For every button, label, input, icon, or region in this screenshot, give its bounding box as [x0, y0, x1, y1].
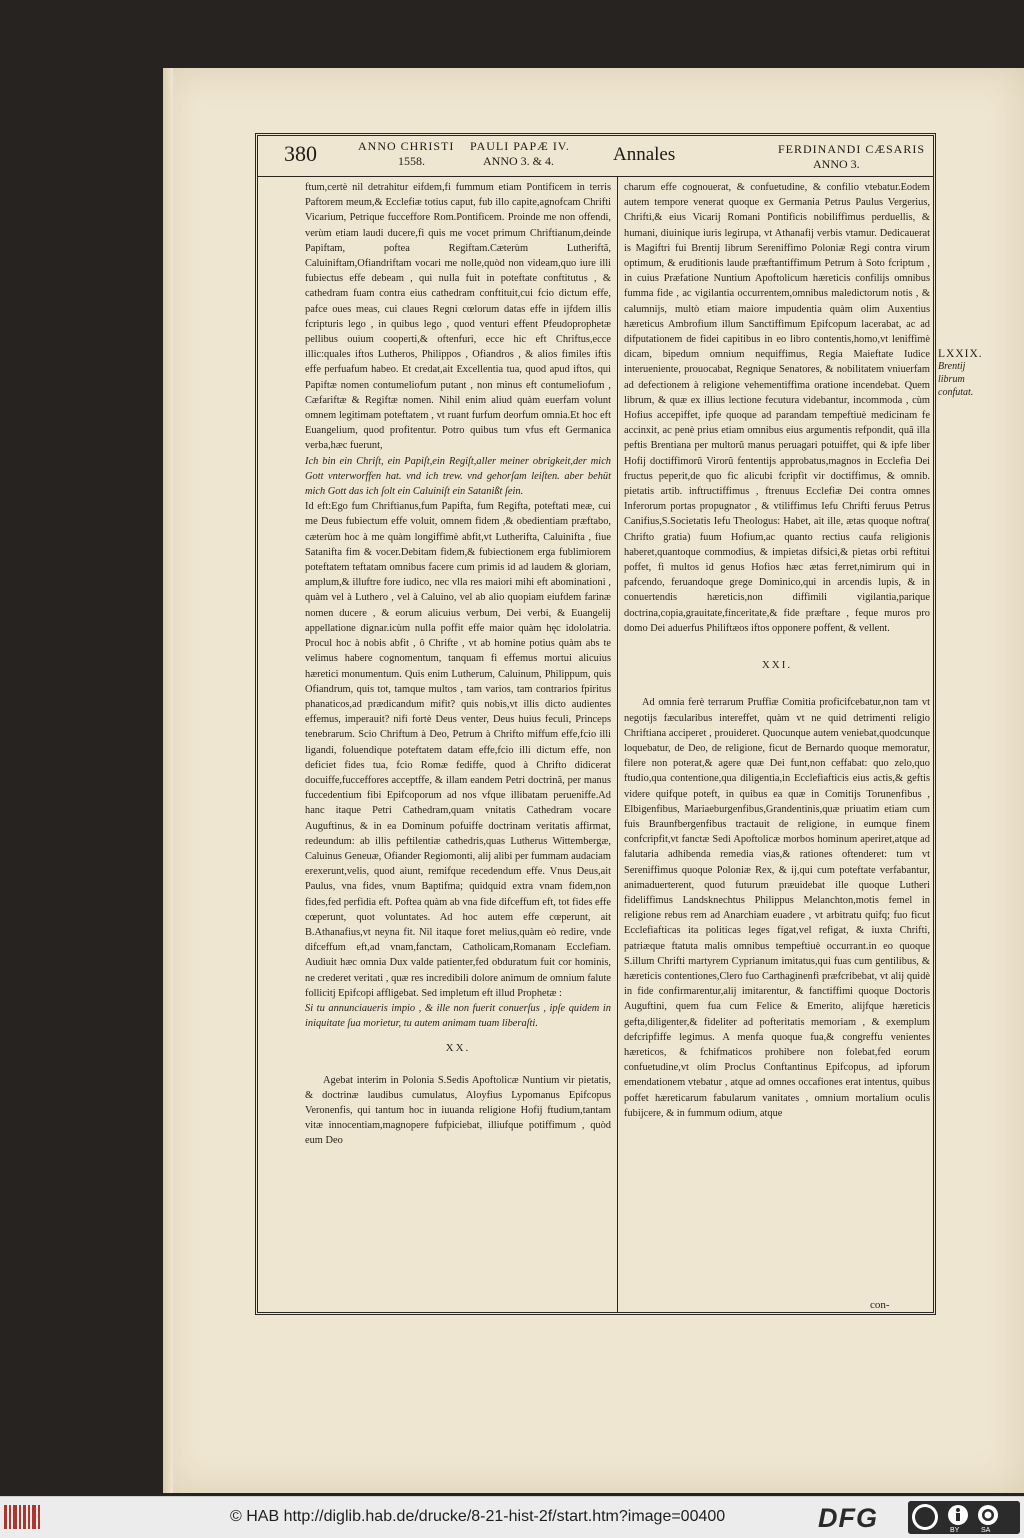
- margin-note-text: Brentij librum confutat.: [938, 361, 974, 398]
- right-paragraph-1: charum effe cognouerat, & confuetudine, & confilio vtebatur.Eodem autem tempore venerat quoque ex Germania Petrus Paulus Vergerius, Chrifti,& eius Vicarij Romani Pontificis nobiliffimus perduellis, & humani, diuinique iuris legirupa, vt Athanafij verbis vtamur. Dedicauerat is Magiftri fui Brentij librum Sereniffimo Poloniæ Regi contra virum optimum, & eruditionis laude præftantiffimum Petrum à Soto fcriptum , in cuius Præfatione Nuntium Apoftolicum hæreticis confilijs omnibus fumma fide , ac vigilantia occurrentem,omnibus maledictorum notis , & calumnijs, multò etiam maiore impudentia quàm olim Auxentius hæreticus Ambrofium illum Sanctiffimum Epifcopum lacerabat, ac ad difputationem de fidei capitibus in eo libro contentis,homo,vt leniffimè dicam, bipedum omnium nequiffimus, Regia Maieftate Iudice interueniente, prouocabat, Regnique Senatores, & nobilitatem vniuerfam ad defectionem à religione vehementiffima oratione incendebat. Quem librum, & quæ ex illius lectione fecutura videbantur, incommoda , cùm Hofius accepiffet, ipfe quoque ad parandam tempeftiuè medicinam fe accinxit, ac penè prius etiam omnibus eius argumentis refpondit, quã illa peftis Brentiana per multorũ manus peruagari potuiffet, qui & ipfe liber Hofij doctiffimorũ Virorũ fententijs approbatus,magnos in Ecclefia Dei fructus peperit,de quo fic alicubi fcripfit vir doctiffimus, & omnib. pietatis artib. inftructiffimus , ftrenuus Ecclefiæ Dei contra omnes Inferorum portas propugnator , & vtiliffimus Iefu Chrifti feruus Petrus Canifius,S.Societatis Iefu Theologus: Habet, ait ille, ætas quoque noftra( Chrifto gratia) fuum Hofium,ac quanto rectius caufa religionis haberet,quantoque commodius, & impietas difsici,& pietas orbi reftitui poffet, fi multos id genus Hofios hæc ætas ferret,nimirum qui in pafcendo, feruandoque grege Dominico,qui in arcendis lupis, & in conuertendis hæreticis,non diffimili vigilantia,parique doctrina,copia,grauitate,fínceritate,& fide præftare , feque muros pro domo Dei aduerfus Philiftæos iftos opponere poffent, & vellent.: [624, 182, 930, 634]
- viewer-footer: [0, 1496, 1024, 1538]
- header-title: Annales: [613, 144, 676, 165]
- header-ferdinandi-anno: ANNO 3.: [813, 157, 860, 171]
- page-number: 380: [284, 141, 317, 166]
- left-paragraph-1: ftum,certè nil detrahitur eifdem,fi fummum etiam Pontificem in terris Paftorem meum,& Ecclefiæ totius caput, fub illo capite,agnofcam Chrifti Vicarium, Petrique fucceffore Rom.Pontificem. Proinde me non offendi, verùm etiam laudi ducere,fi quis me vocet primum Chriftianum,deinde Papiftam, poftea Regiftam.Cæterùm Lutheriftã, Caluiniftam,Ofiandriftam vocari me nolle,quòd non videam,quo iure illi fubiectus effe debeam , qui nulla fuit in poteftate conftitutus , & cathedram fuam contra eius cathedram conftituit,cui fcio dictum effe, pafce oues meas, cui claues Regni cœlorum datas effe in ijfdem illis fcripturis lego , in quibus lego , quod venturi effent Pfeudoprophetæ pellibus ouium cooperti,& oftenfuri, ecce hic eft Chriftus,ecce illic:quales iftos Lutheros, Philippos , Ofiandros , & alios fimiles iftis effe perfuafum habeo. Et credat,ait Excellentia tua, quod apud iftos, qui Papiftæ nomen contumeliofum putant , non minus eft contumeliofum , Cæfariftæ & Regiftæ nomen. Nihil enim aliud quàm euerfam volunt omnem legitimam poteftatem , vt ruant furfum deorfum omnia.Et hoc eft Euangelium, quod profitentur. Potro quibus tum vfus eft Germanica verba,hæc fuerunt,: [305, 182, 611, 452]
- facing-page-edge: [988, 348, 1024, 408]
- right-column: [624, 180, 930, 1121]
- copyright-link[interactable]: © HAB http://diglib.hab.de/drucke/8-21-hist-2f/start.htm?image=00400: [230, 1508, 726, 1525]
- left-paragraph-2: Id eft:Ego fum Chriftianus,fum Papifta, fum Regifta, poteftati meæ, cui me Deus fubiectum effe voluit, omnem fidem ,& obedientiam præftabo, cæterùm hoc à me quàm longiffimè abfit,vt Lutherifta, Caluinifta , fiue Satanifta fim & vocer.Debitam fidem,& fubiectionem erga fublimiorem poteftatem teftatam omnibus facere cum primis id ad laudem & gloriam, amplum,& illuftre fore iudico, nec vlla res maiori mihi eft abominationi , quàm vel à Luthero , vel à Caluino, vel ab alio quopiam eiufdem farinæ nomen ducere , & eorum alicuius verbum, Dei verbi, & Euangelij appellatione dignar.icùm nulla poffit effe maior quàm hęc idololatria. Procul hoc à nobis abfit , ô Chrifte , vt ab homine potius quàm abs te velimus habere cognomentum, tanquam fi effemus mortui alicuius hæretici monumentum. Quis enim Lutherum, Caluinum, Philippum, quis Ofiandrum, quis tot, tamque multos , tam varios, tam contrarios fpiritus phanaticos,ad prædicandum mifit? quis nobis,vt illis dicto audientes effemus, imperauit? nifi fortè Deus venter, Deus huius feculi, Princeps tenebrarum. Scio Chriftum à Deo, Petrum à Chrifto miffum effe,fcio illi ligandi, foluendique poteftatem datam effe,fcio illi dictum effe, non deficiet fides tua, fcio Romæ fediffe, quod à Chrifto didicerat docuiffe,fucceffores acceptffe, & illam eandem Petri doctrinã, per manus fuccedentium fibi Epifcoporum ad nos vfque illibatam perueniffe.Ad hanc itaque Petri Cathedram,quam vnitatis Cathedram vocare Auguftinus, & in ea Dominum pofuiffe doctrinam veritatis affirmat, redeundum: ab illis peftilentiæ cathedris,quas Lutherus Wittembergæ, Caluinus Geneuæ, Ofiander Regiomonti, alij alibi per fummam audaciam erexerunt,velis, quod aiunt, remifque recedendum effe. Vnus Deus,ait Paulus, vna fides, vnum Baptifma; quidquid extra vnam fidem,non fides,fed perfidia eft. Poftea quàm ab vna fide difceffum eft, tot fides effe cœperunt, quot voluntates. Ad hoc autem effe cœperunt, ait B.Athanafius,vt neyna fit. Nil itaque foret melius,quàm eò redire, vnde difceffum eft,ad vnam,fanctam, Catholicam,Romanam Ecclefiam. Audiuit hæc omnia Dux valde patienter,fed obduratum fuit cor hominis, ne crederet veritati , quæ res incredibili dolore animum de omnium falute follicitj Epifcopi affligebat. Sed impletum eft illud Prophetæ :: [305, 501, 611, 999]
- section-heading-xxi: XXI.: [761, 659, 793, 672]
- header-pauli: PAULI PAPÆ IV.: [470, 139, 570, 153]
- right-paragraph-xxi: Ad omnia ferè terrarum Pruffiæ Comitia proficifcebatur,non tam vt negotijs fæcularibus intereffet, quàm vt ne quid detrimenti religio Chriftiana acciperet , prouideret. Quocunque autem veniebat,quodcunque loquebatur, de Deo, de religione, ficut de Bernardo quoque memoratur, filere non poterat,& agere quæ Dei funt,non ceffabat: quo zelo,quo ftudio,qua contentione,qua diligentia,in Ecclefiafticis eius actis,& geftis videre quifque poteft, in quibus ea quæ in Comitijs Torunenfibus , Elbigenfibus, Mariaeburgenfibus,Grandentinis,quæ priuatim etiam cum fuis Braunfbergenfibus tractauit de religione, in eumque finem confcripfit,vt fanctæ Sedi Apoftolicæ morbos hominum aperiret,atque ad falutaria adhibenda remedia vias,& rationes oftenderet: tum vt Sereniffimus quoque Poloniæ Rex, & ij,qui cum poteftate verfabantur, animaduerterent, quod futurum præuidebat ille quoque Lutheri fideliffimus Landsknechtus Philippus Melanchton,motis femel in religione rebus rem ad Anarchiam euadere , vt arbitratu quifq; fuo ficut Ecclefiafticas ita politicas leges fígat,vel refigat, & iuxta Chrifti, patriæque ftatuta malis omnibus tempeftiuè occurrant.in eo quoque S.illum Chrifti martyrem Cyprianum imitatus,qui fuas cum gentilibus, & hæreticis contentiones,Clero fuo Carthaginenfi præfcribebat, vt alij quidè in fide confirmarentur,alij imitarentur, & fanctiffimi quoque Doctoris Auguftini, quem fua cum Felice & Emerito, alijfque hæreticis gefta,diligenter,& fideliter ad pofteritatis memoriam , & exemplum defcripfiffe legimus. A menfa quoque fua,& congreffu venientes hæreticos, & fchifmaticos prohibere non folebat,fed eorum confuetudine,vt olim Proclus Conftantinus Epifcopus, ad ipforum emendationem vtebatur , atque ad omnes occafiones erat intentus, quibus poffet hæreticarum fabularum vanitates , omnium mortalium oculis fubijcere, & in fummum odium, atque: [624, 697, 930, 1119]
- left-paragraph-xx: Agebat interim in Polonia S.Sedis Apoftolicæ Nuntium vir pietatis, & doctrinæ laudibus cumulatus, Aloyfius Lypomanus Epifcopus Veronenfis, qui tantum hoc in iuuanda religione Hofij ftudium,tantam vitæ innocentiam,magnopere fufpiciebat, illiufque potiffimum , quòd eum Deo: [305, 1074, 611, 1147]
- header-pauli-anno: ANNO 3. & 4.: [483, 154, 554, 168]
- header-anno-christi: ANNO CHRISTI: [358, 139, 455, 153]
- header-year: 1558.: [398, 154, 425, 168]
- column-divider: [617, 176, 618, 1312]
- running-header: [258, 136, 934, 177]
- catchword: con-: [870, 1299, 890, 1311]
- left-german-quote: Ich bin ein Chriſt, ein Papiſt,ein Regiſt,aller meiner obrigkeit,der mich Gott vnterworffen hat. vnd ich trew. vnd gehorſam leiſten. aber behüt mich Gott das ich ſolt ein Caluiniſt ein Satanißt ſein.: [305, 455, 611, 498]
- dfg-logo: DFG: [818, 1503, 878, 1533]
- section-heading-xx: XX.: [445, 1042, 471, 1055]
- left-prophet-quote: Si tu annunciaueris impio , & ille non fuerit conuerſus , ipſe quidem in iniquitate ſua morietur, tu autem animam tuam liberaſti.: [305, 1002, 611, 1030]
- left-column: [305, 180, 611, 1149]
- header-ferdinandi: FERDINANDI CÆSARIS: [778, 142, 926, 156]
- barcode-logo-icon: [3, 1503, 43, 1531]
- margin-note: [938, 348, 988, 399]
- margin-note-number: LXXIX.: [938, 348, 983, 360]
- svg-text:SA: SA: [981, 1527, 991, 1534]
- cc-license-icon[interactable]: [908, 1501, 1020, 1534]
- svg-text:BY: BY: [950, 1527, 960, 1534]
